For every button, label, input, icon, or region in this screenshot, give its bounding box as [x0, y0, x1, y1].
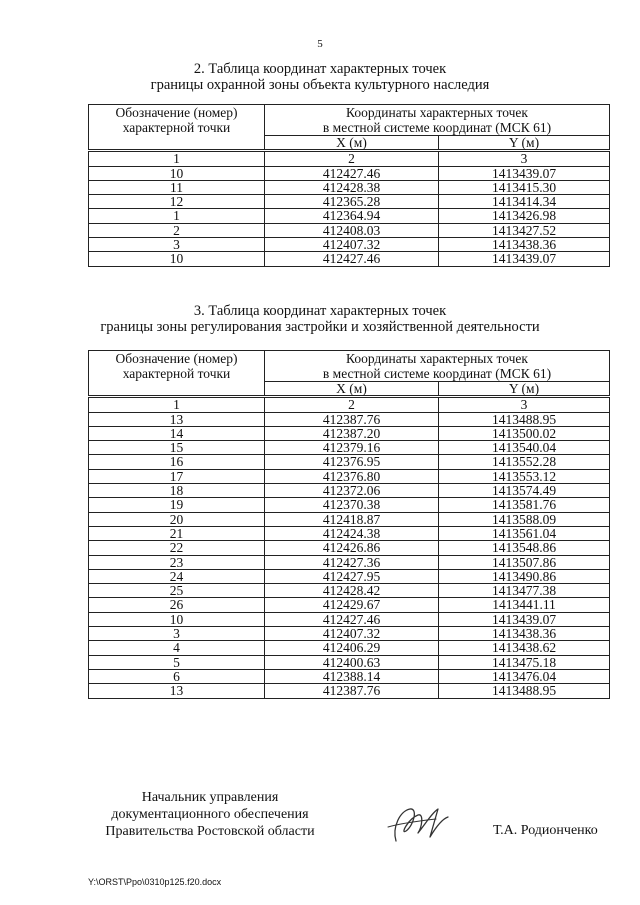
table-row: [89, 669, 610, 683]
table-row: [89, 180, 610, 194]
table-row: [89, 223, 610, 237]
y-cell: 1413438.36: [439, 238, 610, 252]
x-cell: 412427.46: [265, 252, 439, 266]
point-cell: 15: [89, 441, 265, 455]
y-cell: 1413475.18: [439, 655, 610, 669]
table3-point-header-line2: характерной точки: [122, 366, 231, 381]
signer-position-line2: документационного обеспечения: [111, 807, 309, 822]
x-cell: 412427.46: [265, 612, 439, 626]
y-cell: 1413476.04: [439, 669, 610, 683]
y-cell: 1413490.86: [439, 569, 610, 583]
table3-x-header: X (м): [265, 382, 439, 397]
point-cell: 10: [89, 252, 265, 266]
signer-position-line1: Начальник управления: [141, 790, 279, 805]
y-cell: 1413488.95: [439, 684, 610, 698]
table2-title: [0, 61, 640, 93]
table2-point-header-line2: характерной точки: [122, 120, 231, 135]
x-cell: 412418.87: [265, 512, 439, 526]
table2-title-line1: 2. Таблица координат характерных точек: [193, 61, 447, 77]
point-cell: 3: [89, 627, 265, 641]
y-cell: 1413561.04: [439, 526, 610, 540]
table2-colnum-2: 2: [265, 151, 439, 166]
table2-coords-header-line2: в местной системе координат (МСК 61): [322, 120, 552, 135]
y-cell: 1413540.04: [439, 441, 610, 455]
point-cell: 19: [89, 498, 265, 512]
x-cell: 412424.38: [265, 526, 439, 540]
x-cell: 412365.28: [265, 195, 439, 209]
table3-colnum-2: 2: [265, 397, 439, 412]
table-row: [89, 469, 610, 483]
file-path: Y:\ORST\Ppo\0310p125.f20.docx: [88, 877, 222, 887]
y-cell: 1413500.02: [439, 426, 610, 440]
y-cell: 1413574.49: [439, 484, 610, 498]
table2-point-header: [89, 105, 265, 151]
table-row: [89, 541, 610, 555]
table-row: [89, 252, 610, 266]
x-cell: 412407.32: [265, 627, 439, 641]
table-row: [89, 612, 610, 626]
y-cell: 1413441.11: [439, 598, 610, 612]
x-cell: 412427.36: [265, 555, 439, 569]
y-cell: 1413581.76: [439, 498, 610, 512]
table-row: [89, 209, 610, 223]
x-cell: 412429.67: [265, 598, 439, 612]
table-row: [89, 166, 610, 180]
x-cell: 412408.03: [265, 223, 439, 237]
y-cell: 1413439.07: [439, 252, 610, 266]
table3-title-line1: 3. Таблица координат характерных точек: [193, 303, 447, 319]
x-cell: 412379.16: [265, 441, 439, 455]
x-cell: 412372.06: [265, 484, 439, 498]
point-cell: 18: [89, 484, 265, 498]
y-cell: 1413477.38: [439, 584, 610, 598]
table3-y-header: Y (м): [439, 382, 610, 397]
y-cell: 1413553.12: [439, 469, 610, 483]
table2-column-numbers: [89, 151, 610, 166]
point-cell: 10: [89, 612, 265, 626]
page-number: 5: [317, 38, 323, 50]
y-cell: 1413427.52: [439, 223, 610, 237]
y-cell: 1413439.07: [439, 166, 610, 180]
x-cell: 412376.80: [265, 469, 439, 483]
signer-name: Т.А. Родионченко: [493, 823, 598, 838]
x-cell: 412406.29: [265, 641, 439, 655]
point-cell: 14: [89, 426, 265, 440]
table2-point-header-line1: Обозначение (номер): [115, 105, 238, 120]
point-cell: 17: [89, 469, 265, 483]
table-row: [89, 426, 610, 440]
table-row: [89, 484, 610, 498]
table2-coords-header: [265, 105, 610, 136]
table3-column-numbers: [89, 397, 610, 412]
table3-colnum-1: 1: [89, 397, 265, 412]
point-cell: 1: [89, 209, 265, 223]
y-cell: 1413438.62: [439, 641, 610, 655]
x-cell: 412400.63: [265, 655, 439, 669]
table-row: [89, 684, 610, 698]
table-row: [89, 195, 610, 209]
y-cell: 1413439.07: [439, 612, 610, 626]
signer-position-line3: Правительства Ростовской области: [105, 824, 315, 839]
x-cell: 412426.86: [265, 541, 439, 555]
table-row: [89, 238, 610, 252]
point-cell: 6: [89, 669, 265, 683]
point-cell: 20: [89, 512, 265, 526]
x-cell: 412428.38: [265, 180, 439, 194]
signer-position: [60, 789, 360, 840]
point-cell: 5: [89, 655, 265, 669]
table-row: [89, 569, 610, 583]
table-row: [89, 412, 610, 426]
table2: [88, 104, 610, 267]
table3-coords-header-line1: Координаты характерных точек: [346, 351, 528, 366]
table-row: [89, 584, 610, 598]
x-cell: 412387.76: [265, 684, 439, 698]
table-row: [89, 598, 610, 612]
table-row: [89, 512, 610, 526]
x-cell: 412364.94: [265, 209, 439, 223]
point-cell: 13: [89, 684, 265, 698]
table3: [88, 350, 610, 699]
point-cell: 26: [89, 598, 265, 612]
table-row: [89, 641, 610, 655]
table3-coords-header-line2: в местной системе координат (МСК 61): [322, 366, 552, 381]
table3-point-header-line1: Обозначение (номер): [115, 351, 238, 366]
table3-title: [0, 303, 640, 335]
point-cell: 12: [89, 195, 265, 209]
table3-title-line2: границы зоны регулирования застройки и хозяйственной деятельности: [100, 319, 540, 335]
table2-coords-header-line1: Координаты характерных точек: [346, 105, 528, 120]
point-cell: 16: [89, 455, 265, 469]
x-cell: 412387.20: [265, 426, 439, 440]
point-cell: 11: [89, 180, 265, 194]
table3-coords-header: [265, 351, 610, 382]
handwritten-signature-icon: [378, 797, 458, 852]
x-cell: 412376.95: [265, 455, 439, 469]
x-cell: 412427.95: [265, 569, 439, 583]
table2-colnum-1: 1: [89, 151, 265, 166]
table3-colnum-3: 3: [439, 397, 610, 412]
y-cell: 1413438.36: [439, 627, 610, 641]
table2-title-line2: границы охранной зоны объекта культурного наследия: [150, 77, 490, 93]
y-cell: 1413552.28: [439, 455, 610, 469]
table-row: [89, 655, 610, 669]
point-cell: 24: [89, 569, 265, 583]
y-cell: 1413488.95: [439, 412, 610, 426]
table-row: [89, 526, 610, 540]
x-cell: 412428.42: [265, 584, 439, 598]
x-cell: 412370.38: [265, 498, 439, 512]
point-cell: 4: [89, 641, 265, 655]
table2-colnum-3: 3: [439, 151, 610, 166]
table-row: [89, 455, 610, 469]
table3-point-header: [89, 351, 265, 397]
table-row: [89, 498, 610, 512]
y-cell: 1413426.98: [439, 209, 610, 223]
point-cell: 25: [89, 584, 265, 598]
table-row: [89, 441, 610, 455]
table-row: [89, 627, 610, 641]
table2-y-header: Y (м): [439, 136, 610, 151]
point-cell: 21: [89, 526, 265, 540]
point-cell: 10: [89, 166, 265, 180]
point-cell: 22: [89, 541, 265, 555]
x-cell: 412407.32: [265, 238, 439, 252]
y-cell: 1413414.34: [439, 195, 610, 209]
point-cell: 13: [89, 412, 265, 426]
table3-header-row1: [89, 351, 610, 382]
table-row: [89, 555, 610, 569]
point-cell: 3: [89, 238, 265, 252]
y-cell: 1413548.86: [439, 541, 610, 555]
y-cell: 1413507.86: [439, 555, 610, 569]
table2-header-row1: [89, 105, 610, 136]
y-cell: 1413415.30: [439, 180, 610, 194]
y-cell: 1413588.09: [439, 512, 610, 526]
x-cell: 412387.76: [265, 412, 439, 426]
x-cell: 412427.46: [265, 166, 439, 180]
point-cell: 23: [89, 555, 265, 569]
x-cell: 412388.14: [265, 669, 439, 683]
point-cell: 2: [89, 223, 265, 237]
table2-x-header: X (м): [265, 136, 439, 151]
